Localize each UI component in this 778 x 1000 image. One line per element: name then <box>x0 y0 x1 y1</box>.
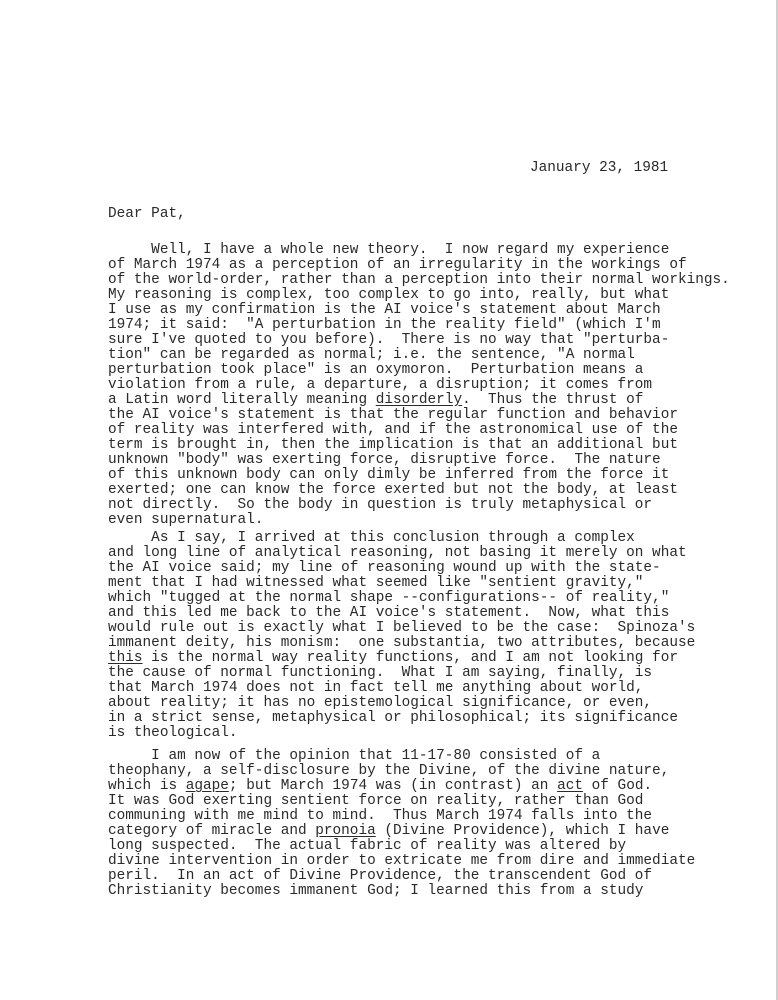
text-line <box>108 824 669 839</box>
underlined-word: agape <box>185 778 229 794</box>
text-segment: ment that I had witnessed what seemed like "sentient gravity," <box>108 575 644 591</box>
text-segment: is theological. <box>108 725 238 741</box>
text-line <box>108 408 678 423</box>
text-segment: of reality was interfered with, and if the astronomical use of the <box>108 422 678 438</box>
text-line <box>108 393 643 408</box>
text-segment: that March 1974 does not in fact tell me anything about world, <box>108 680 644 696</box>
text-segment: My reasoning is complex, too complex to go into, really, but what <box>108 287 670 303</box>
text-line <box>108 651 678 666</box>
text-line <box>108 854 695 869</box>
text-segment: which is <box>108 778 186 794</box>
text-segment: category of miracle and <box>108 823 316 839</box>
text-segment: the AI voice said; my line of reasoning wound up with the state- <box>108 560 661 576</box>
text-segment: of the world-order, rather than a perception into their normal workings. <box>108 272 730 288</box>
text-line <box>108 438 678 453</box>
text-segment: violation from a rule, a departure, a disruption; it comes from <box>108 377 653 393</box>
text-segment: immanent deity, his monism: one substantia, two attributes, because <box>108 635 696 651</box>
text-line <box>108 681 643 696</box>
text-segment: the cause of normal functioning. What I am saying, finally, is <box>108 665 653 681</box>
text-line <box>108 423 678 438</box>
text-line <box>108 884 643 899</box>
text-line <box>108 764 669 779</box>
text-segment: I use as my confirmation is the AI voice's statement about March <box>108 302 661 318</box>
text-line <box>108 636 695 651</box>
text-segment: communing with me mind to mind. Thus March 1974 falls into the <box>108 808 653 824</box>
text-line <box>108 288 669 303</box>
text-segment: of God. <box>583 778 653 794</box>
text-line <box>108 378 652 393</box>
text-segment: would rule out is exactly what I believed to be the case: Spinoza's <box>108 620 696 636</box>
text-line <box>108 333 669 348</box>
text-segment: peril. In an act of Divine Providence, the transcendent God of <box>108 868 653 884</box>
text-segment: in a strict sense, metaphysical or philosophical; its significance <box>108 710 678 726</box>
text-line <box>108 453 661 468</box>
underlined-word: act <box>557 778 584 794</box>
text-segment: 1974; it said: "A perturbation in the reality field" (which I'm <box>108 317 661 333</box>
text-segment: . Thus the thrust of <box>462 392 644 408</box>
text-segment: exerted; one can know the force exerted but not the body, at least <box>108 482 678 498</box>
text-line <box>108 591 669 606</box>
text-line <box>108 749 600 764</box>
text-line <box>108 726 238 741</box>
underlined-word: pronoia <box>315 823 376 839</box>
text-line <box>108 498 652 513</box>
text-segment: of March 1974 as a perception of an irregularity in the workings of <box>108 257 687 273</box>
salutation: Dear Pat, <box>108 206 186 222</box>
text-line <box>108 696 652 711</box>
text-line <box>108 363 643 378</box>
underlined-word: this <box>108 650 143 666</box>
text-line <box>108 513 263 528</box>
text-segment: divine intervention in order to extricate me from dire and immediate <box>108 853 696 869</box>
text-segment: and this led me back to the AI voice's statement. Now, what this <box>108 605 670 621</box>
text-line <box>108 606 669 621</box>
text-segment: about reality; it has no epistemological significance, or even, <box>108 695 653 711</box>
text-line <box>108 303 661 318</box>
text-line <box>108 258 687 273</box>
text-line <box>108 243 669 258</box>
text-segment: unknown "body" was exerting force, disruptive force. The nature <box>108 452 661 468</box>
text-segment: I am now of the opinion that 11-17-80 consisted of a <box>108 748 601 764</box>
text-line <box>108 809 652 824</box>
text-segment: long suspected. The actual fabric of reality was altered by <box>108 838 627 854</box>
text-segment: As I say, I arrived at this conclusion through a complex <box>108 530 635 546</box>
letter-date: January 23, 1981 <box>530 160 669 176</box>
text-line <box>108 839 626 854</box>
text-segment: Well, I have a whole new theory. I now regard my experience <box>108 242 670 258</box>
text-line <box>108 576 643 591</box>
text-segment: sure I've quoted to you before). There is no way that "perturba- <box>108 332 670 348</box>
text-segment: which "tugged at the normal shape --configurations-- of reality," <box>108 590 670 606</box>
underlined-word: disorderly <box>375 392 463 408</box>
text-segment: the AI voice's statement is that the regular function and behavior <box>108 407 678 423</box>
text-line <box>108 561 661 576</box>
text-segment: is the normal way reality functions, and I am not looking for <box>142 650 678 666</box>
text-segment: tion" can be regarded as normal; i.e. the sentence, "A normal <box>108 347 635 363</box>
text-segment: of this unknown body can only dimly be inferred from the force it <box>108 467 670 483</box>
text-segment: not directly. So the body in question is truly metaphysical or <box>108 497 653 513</box>
text-segment: perturbation took place" is an oxymoron. Perturbation means a <box>108 362 644 378</box>
text-line <box>108 711 678 726</box>
text-segment: even supernatural. <box>108 512 264 528</box>
text-line <box>108 621 695 636</box>
text-line <box>108 546 687 561</box>
text-segment: term is brought in, then the implication is that an additional but <box>108 437 678 453</box>
text-line <box>108 468 669 483</box>
text-segment: (Divine Providence), which I have <box>375 823 670 839</box>
text-line <box>108 666 652 681</box>
text-segment: and long line of analytical reasoning, not basing it merely on what <box>108 545 687 561</box>
text-line <box>108 318 661 333</box>
text-segment: ; but March 1974 was (in contrast) an <box>228 778 558 794</box>
text-segment: theophany, a self-disclosure by the Divine, of the divine nature, <box>108 763 670 779</box>
text-line <box>108 483 678 498</box>
text-line <box>108 348 635 363</box>
text-segment: Christianity becomes immanent God; I learned this from a study <box>108 883 644 899</box>
text-line <box>108 869 652 884</box>
text-line <box>108 273 730 288</box>
text-line <box>108 531 635 546</box>
text-line <box>108 794 643 809</box>
text-segment: a Latin word literally meaning <box>108 392 376 408</box>
text-line <box>108 779 652 794</box>
text-segment: It was God exerting sentient force on reality, rather than God <box>108 793 644 809</box>
